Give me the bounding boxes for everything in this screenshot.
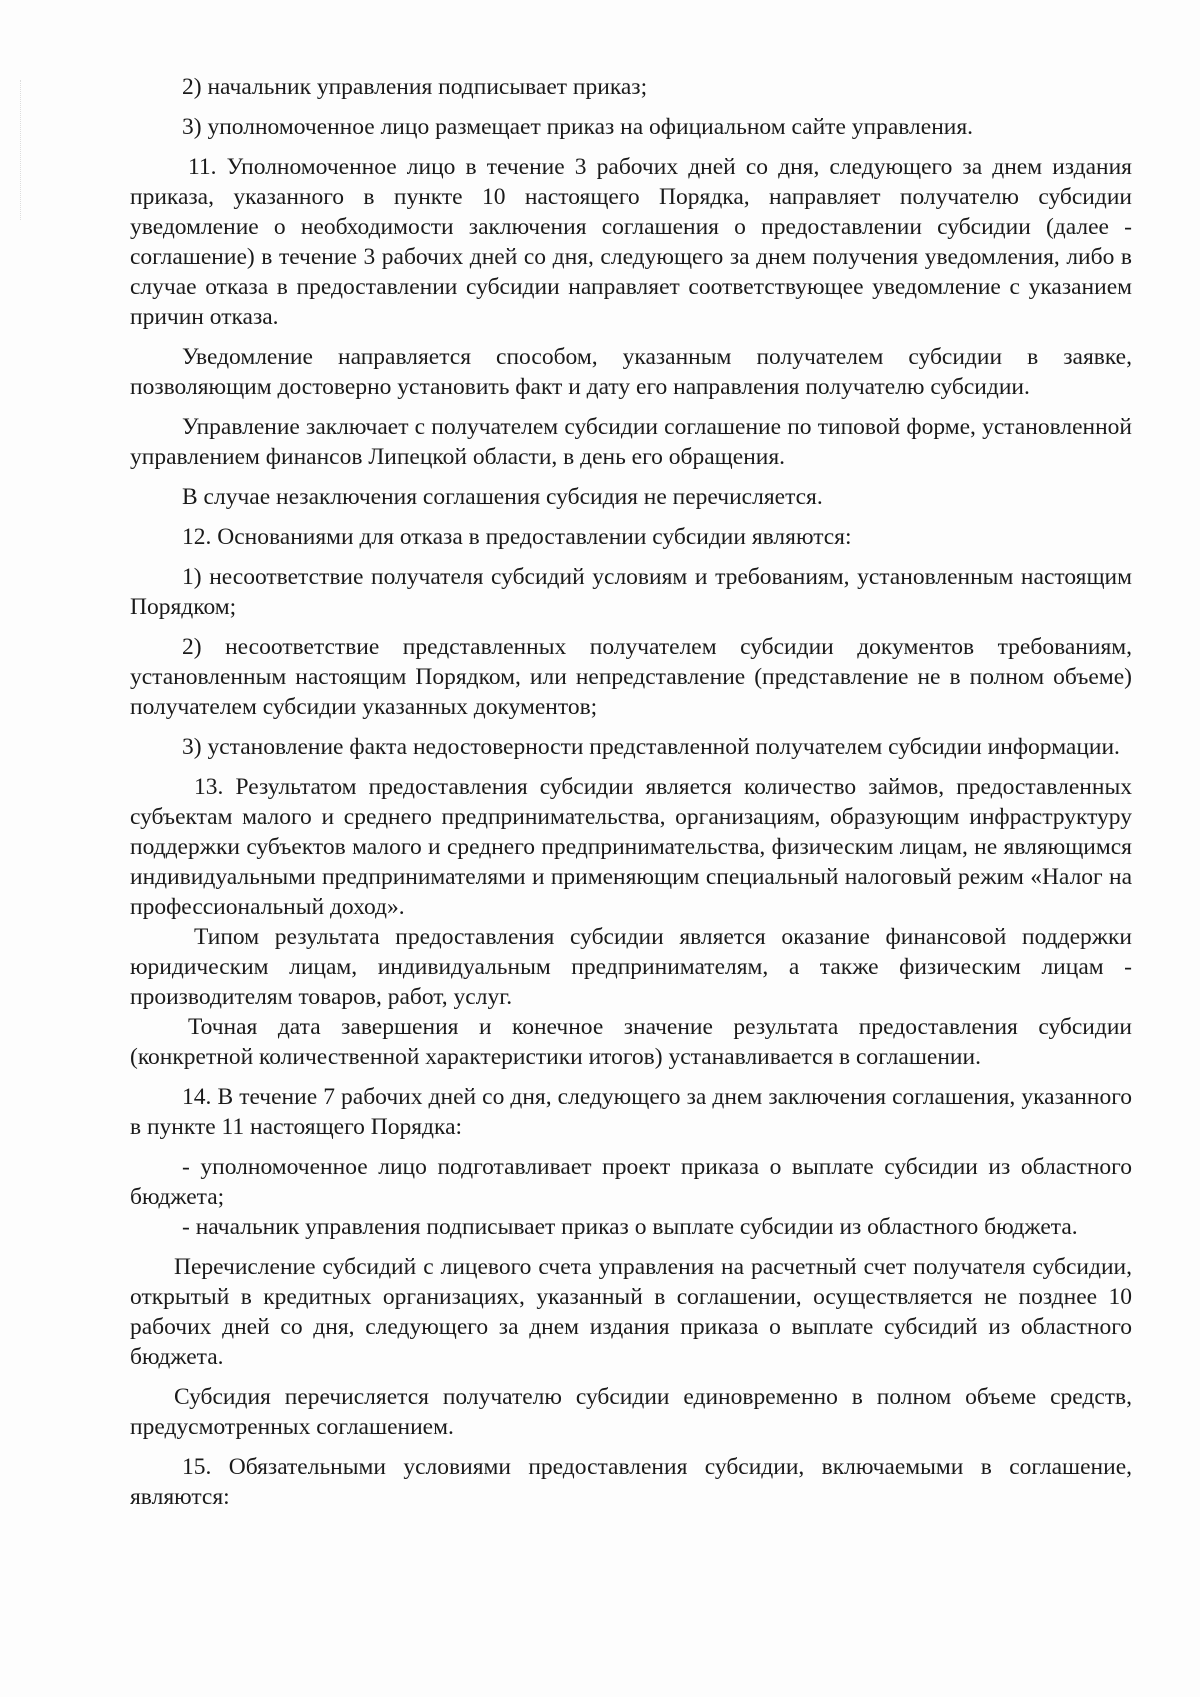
- paragraph-11: 13. Результатом предоставления субсидии является количество займов, предоставленных субъектам малого и среднего предпринимательства, организациям, образующим инфраструктуру поддержки субъектов малого и среднего предпринимательства, физическим лицам, не являющимся индивидуальными предпринимателями и применяющим специальный налоговый режим «Налог на профессиональный доход».: [130, 774, 1132, 920]
- paragraph-17: Перечисление субсидий с лицевого счета управления на расчетный счет получателя субсидии, открытый в кредитных организациях, указанный в соглашении, осуществляется не позднее 10 рабочих дней со дня, следующего за днем издания приказа о выплате субсидий из областного бюджета.: [130, 1254, 1132, 1370]
- paragraph-4: Уведомление направляется способом, указанным получателем субсидии в заявке, позволяющим достоверно установить факт и дату его направления получателю субсидии.: [130, 344, 1132, 400]
- paragraph-18: Субсидия перечисляется получателю субсидии единовременно в полном объеме средств, предусмотренных соглашением.: [130, 1384, 1132, 1440]
- paragraph-10: 3) установление факта недостоверности представленной получателем субсидии информации.: [182, 734, 1120, 760]
- paragraph-9: 2) несоответствие представленных получателем субсидии документов требованиям, установленным настоящим Порядком, или непредставление (представление не в полном объеме) получателем субсидии указанных документов;: [130, 634, 1132, 720]
- paragraph-1: 2) начальник управления подписывает приказ;: [182, 74, 648, 100]
- paragraph-14: 14. В течение 7 рабочих дней со дня, следующего за днем заключения соглашения, указанного в пункте 11 настоящего Порядка:: [130, 1084, 1132, 1140]
- scan-artifact: [20, 80, 25, 220]
- paragraph-16: - начальник управления подписывает приказ о выплате субсидии из областного бюджета.: [182, 1214, 1078, 1240]
- paragraph-7: 12. Основаниями для отказа в предоставлении субсидии являются:: [182, 524, 852, 550]
- paragraph-2: 3) уполномоченное лицо размещает приказ на официальном сайте управления.: [182, 114, 974, 140]
- paragraph-19: 15. Обязательными условиями предоставления субсидии, включаемыми в соглашение, являются:: [130, 1454, 1132, 1510]
- paragraph-5: Управление заключает с получателем субсидии соглашение по типовой форме, установленной управлением финансов Липецкой области, в день его обращения.: [130, 414, 1132, 470]
- paragraph-6: В случае незаключения соглашения субсидия не перечисляется.: [182, 484, 823, 510]
- document-body: [130, 72, 1132, 1522]
- paragraph-8: 1) несоответствие получателя субсидий условиям и требованиям, установленным настоящим Порядком;: [130, 564, 1132, 620]
- paragraph-15: - уполномоченное лицо подготавливает проект приказа о выплате субсидии из областного бюджета;: [130, 1154, 1132, 1210]
- paragraph-13: Точная дата завершения и конечное значение результата предоставления субсидии (конкретной количественной характеристики итогов) устанавливается в соглашении.: [130, 1014, 1132, 1070]
- paragraph-12: Типом результата предоставления субсидии является оказание финансовой поддержки юридическим лицам, индивидуальным предпринимателям, а также физическим лицам - производителям товаров, работ, услуг.: [130, 924, 1132, 1010]
- paragraph-3: 11. Уполномоченное лицо в течение 3 рабочих дней со дня, следующего за днем издания приказа, указанного в пункте 10 настоящего Порядка, направляет получателю субсидии уведомление о необходимости заключения соглашения о предоставлении субсидии (далее - соглашение) в течение 3 рабочих дней со дня, следующего за днем получения уведомления, либо в случае отказа в предоставлении субсидии направляет соответствующее уведомление с указанием причин отказа.: [130, 154, 1132, 330]
